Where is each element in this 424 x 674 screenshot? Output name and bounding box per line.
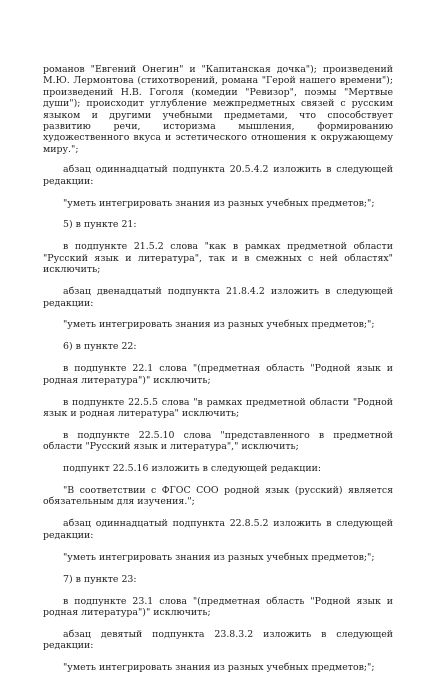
paragraph-amendment-20-5-4-2: абзац одиннадцатый подпункта 20.5.4.2 изложить в следующей редакции: bbox=[43, 164, 393, 187]
paragraph-subitem-22-5-16: подпункт 22.5.16 изложить в следующей редакции: bbox=[63, 463, 321, 475]
paragraph-quote-integrate-4: "уметь интегрировать знания из разных учебных предметов;"; bbox=[63, 662, 375, 674]
paragraph-item-6: 6) в пункте 22: bbox=[63, 341, 137, 353]
paragraph-amendment-21-8-4-2: абзац двенадцатый подпункта 21.8.4.2 изложить в следующей редакции: bbox=[43, 286, 393, 309]
paragraph-subitem-23-1: в подпункте 23.1 слова "(предметная область "Родной язык и родная литература")" исключить; bbox=[43, 595, 393, 618]
paragraph-subitem-22-5-10: в подпункте 22.5.10 слова "представленного в предметной области "Русский язык и литература"," исключить; bbox=[43, 429, 393, 453]
paragraph-item-7: 7) в пункте 23: bbox=[63, 573, 137, 585]
paragraph-subitem-22-1: в подпункте 22.1 слова "(предметная область "Родной язык и родная литература")" исключить; bbox=[43, 363, 393, 386]
paragraph-quote-integrate-1: "уметь интегрировать знания из разных учебных предметов;"; bbox=[63, 197, 375, 209]
paragraph-amendment-23-8-3-2: абзац девятый подпункта 23.8.3.2 изложить в следующей редакции: bbox=[43, 628, 393, 652]
document-body bbox=[43, 64, 393, 674]
paragraph-subitem-22-5-5: в подпункте 22.5.5 слова "в рамках предметной области "Родной язык и родная литература" исключить; bbox=[43, 396, 393, 419]
paragraph-quote-integrate-2: "уметь интегрировать знания из разных учебных предметов;"; bbox=[63, 319, 375, 331]
paragraph-item-5: 5) в пункте 21: bbox=[63, 219, 137, 231]
paragraph-continuation: романов "Евгений Онегин" и "Капитанская дочка"); произведений М.Ю. Лермонтова (стихотворений, романа "Герой нашего времени"); произведений Н.В. Гоголя (комедии "Ревизор", поэмы "Мертвые души"); происходит углубление межпредметных связей с русским языком и другими учебными предметами, что способствует развитию речи, историзма мышления, формированию художественного вкуса и эстетического отношения к окружающему миру."; bbox=[43, 64, 393, 155]
paragraph-quote-fgos: "В соответствии с ФГОС СОО родной язык (русский) является обязательным для изучения."; bbox=[43, 485, 393, 508]
paragraph-quote-integrate-3: "уметь интегрировать знания из разных учебных предметов;"; bbox=[63, 551, 375, 563]
paragraph-amendment-22-8-5-2: абзац одиннадцатый подпункта 22.8.5.2 изложить в следующей редакции: bbox=[43, 518, 393, 541]
paragraph-subitem-21-5-2: в подпункте 21.5.2 слова "как в рамках предметной области "Русский язык и литература", так и в смежных с ней областях" исключить; bbox=[43, 241, 393, 276]
